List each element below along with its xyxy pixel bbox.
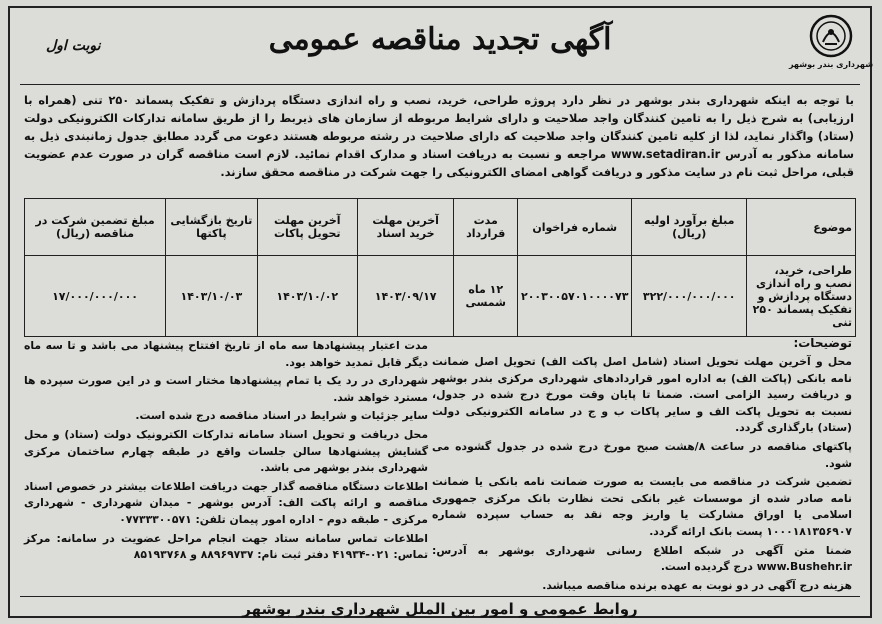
th-contract-duration: مدت قرارداد xyxy=(454,199,518,256)
cell-delivery-deadline: ۱۴۰۳/۱۰/۰۲ xyxy=(257,256,357,337)
cell-call-number: ۲۰۰۳۰۰۵۷۰۱۰۰۰۰۷۳ xyxy=(518,256,632,337)
tender-notice xyxy=(8,6,872,618)
cell-contract-duration: ۱۲ ماه شمسی xyxy=(454,256,518,337)
cell-opening-date: ۱۴۰۳/۱۰/۰۳ xyxy=(166,256,258,337)
note-item: سایر جزئیات و شرایط در اسناد مناقصه درج شده است. xyxy=(135,409,428,423)
note-item: اطلاعات دستگاه مناقصه گذار جهت دریافت اطلاعات بیشتر در خصوص اسناد مناقصه و ارائه پاکت الف: آدرس بوشهر - میدان شهرداری - شهرداری مرکزی - طبقه دوم - اداره امور پیمان تلفن: ۰۷۷۳۳۳۰۰۵۷۱ xyxy=(24,479,428,526)
th-doc-deadline: آخرین مهلت خرید اسناد xyxy=(357,199,454,256)
th-estimate: مبلغ برآورد اولیه (ریال) xyxy=(632,199,747,256)
footer-signature: روابط عمومی و امور بین الملل شهرداری بندر بوشهر xyxy=(242,600,638,618)
note-item: مدت اعتبار پیشنهادها سه ماه از تاریخ افتتاح پیشنهاد می باشد و تا سه ماه دیگر قابل تمدید خواهد بود. xyxy=(24,339,428,369)
note-item: هزینه درج آگهی در دو نوبت به عهده برنده مناقصه میباشد. xyxy=(542,578,852,592)
intro-paragraph: با توجه به اینکه شهرداری بندر بوشهر در نظر دارد پروژه طراحی، خرید، نصب و راه اندازی دستگاه پردازش و تفکیک پسماند ۲۵۰ تنی (همراه با ارزیابی) به شرح ذیل را به تامین کنندگان واجد صلاحیت و دارای شرایط مربوطه از سازمان های ذیربط را از طریق سامانه تدارکات الکترونیکی دولت (ستاد) واگذار نماید، لذا از کلیه تامین کنندگان واجد صلاحیت که دارای صلاحیت در رشته مربوطه هستند دعوت می گردد مطابق جدول زمانبندی ذیل به سامانه مذکور به آدرس www.setadiran.ir مراجعه و نسبت به دریافت اسناد و مدارک اقدام نمائید. لازم است مناقصه گران در صورت عدم عضویت قبلی، مراحل ثبت نام در سایت مذکور و دریافت گواهی امضای الکترونیکی را جهت شرکت در مناقصه محقق سازند. xyxy=(24,94,855,179)
note-item: محل و آخرین مهلت تحویل اسناد (شامل اصل پاکت الف) تحویل اصل ضمانت نامه بانکی (پاکت الف) به اداره امور قراردادهای شهرداری مرکزی بندر بوشهر و دریافت رسید الزامی است. ضمنا تا پایان وقت مورخ درج شده در جدول، نسبت به تحویل پاکت الف و سایر پاکات ب و ج در سامانه الکترونیکی دولت (ستاد) بارگذاری گردد. xyxy=(432,355,852,435)
notice-title: آگهی تجدید مناقصه عمومی xyxy=(268,22,612,57)
note-item: تضمین شرکت در مناقصه می بایست به صورت ضمانت نامه بانکی یا ضمانت نامه صادر شده از موسسات غیر بانکی تحت نظارت بانک مرکزی جمهوری اسلامی یا اوراق مشارکت یا واریز وجه نقد به حساب سپرده شماره ۱۰۰۰۱۸۱۳۵۶۹۰۷ پست بانک ارائه گردد. xyxy=(432,475,852,538)
notes-title: توضیحات: xyxy=(793,336,852,350)
note-item: ضمنا متن آگهی در شبکه اطلاع رسانی شهرداری بوشهر به آدرس: www.Bushehr.ir درج گردیده است. xyxy=(432,543,852,574)
note-item: اطلاعات تماس سامانه ستاد جهت انجام مراحل عضویت در سامانه: مرکز تماس: ۰۲۱-۴۱۹۳۴ دفتر ثبت نام: ۸۸۹۶۹۷۳۷ و ۸۵۱۹۳۷۶۸ xyxy=(24,531,428,562)
logo-caption: شهرداری بندر بوشهر xyxy=(788,60,874,69)
cell-subject: طراحی، خرید، نصب و راه اندازی دستگاه پردازش و تفکیک پسماند ۲۵۰ تنی xyxy=(747,256,856,337)
note-item: پاکتهای مناقصه در ساعت ۸/هشت صبح مورخ درج شده در جدول گشوده می شود. xyxy=(432,439,852,470)
notice-header xyxy=(10,8,874,90)
footer-divider xyxy=(20,596,860,597)
th-guarantee: مبلغ تضمین شرکت در مناقصه (ریال) xyxy=(25,199,166,256)
table-header-row xyxy=(25,199,856,256)
note-item: محل دریافت و تحویل اسناد سامانه تدارکات الکترونیک دولت (ستاد) و محل گشایش پیشنهادها سالن جلسات واقع در طبقه چهارم ساختمان مرکزی شهرداری بندر بوشهر می باشد. xyxy=(24,427,428,475)
th-opening-date: تاریخ بازگشایی پاکتها xyxy=(166,199,258,256)
header-divider xyxy=(20,84,860,85)
cell-doc-deadline: ۱۴۰۳/۰۹/۱۷ xyxy=(357,256,454,337)
note-item: شهرداری در رد یک یا تمام پیشنهادها مختار است و در این صورت سپرده ها مسترد خواهد شد. xyxy=(24,374,428,404)
table-row xyxy=(25,256,856,337)
th-call-number: شماره فراخوان xyxy=(518,199,632,256)
cell-estimate: ۳۲۲/۰۰۰/۰۰۰/۰۰۰ xyxy=(632,256,747,337)
th-subject: موضوع xyxy=(747,199,856,256)
publication-round: نوبت اول xyxy=(46,38,101,54)
notes-right-column xyxy=(432,354,852,596)
th-delivery-deadline: آخرین مهلت تحویل پاکات xyxy=(257,199,357,256)
cell-guarantee: ۱۷/۰۰۰/۰۰۰/۰۰۰ xyxy=(25,256,166,337)
notes-left-column xyxy=(24,338,428,566)
tender-table xyxy=(24,198,856,337)
